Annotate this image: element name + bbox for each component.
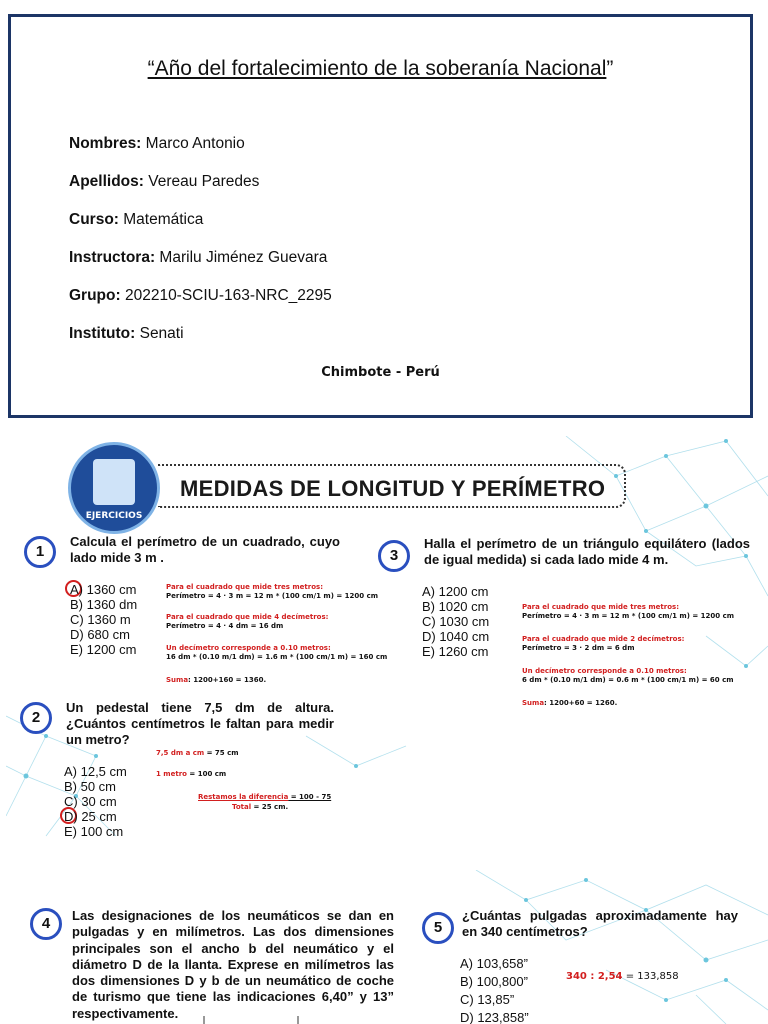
question-2-text: Un pedestal tiene 7,5 dm de altura. ¿Cuántos centímetros le faltan para medir un metro? xyxy=(66,700,334,747)
field-nombres: Nombres: Marco Antonio xyxy=(69,135,245,152)
question-5-text: ¿Cuántas pulgadas aproximadamente hay en 340 centímetros? xyxy=(462,908,738,939)
field-curso: Curso: Matemática xyxy=(69,211,204,228)
q1-note-3: Un decímetro corresponde a 0.10 metros: 16 dm * (0.10 m/1 dm) = 1.6 m * (100 cm/1 m) = 160 cm xyxy=(166,644,388,661)
q3-note-3: Un decímetro corresponde a 0.10 metros: 6 dm * (0.10 m/1 dm) = 0.6 m * (100 cm/1 m) = 60 cm xyxy=(522,667,734,684)
question-number-1: 1 xyxy=(24,536,56,568)
q5-option-a: A) 103,658” xyxy=(460,956,528,971)
field-apellidos: Apellidos: Vereau Paredes xyxy=(69,173,260,190)
cover-page xyxy=(8,14,753,418)
q5-answer: 340 : 2,54 = 133,858 xyxy=(566,971,679,982)
field-grupo: Grupo: 202210-SCIU-163-NRC_2295 xyxy=(69,287,332,304)
q2-option-d: D) 25 cm xyxy=(64,809,117,824)
exercise-sheet xyxy=(6,436,768,856)
q2-option-e: E) 100 cm xyxy=(64,824,124,839)
q3-sum: Suma: 1200+60 = 1260. xyxy=(522,699,618,707)
q1-option-a: A) 1360 cm xyxy=(70,582,137,597)
q3-option-b: B) 1020 cm xyxy=(422,599,489,614)
question-number-5: 5 xyxy=(422,912,454,944)
q2-note-d: Total = 25 cm. xyxy=(232,803,289,811)
q1-sum: Suma: 1200+160 = 1360. xyxy=(166,676,267,684)
q1-option-e: E) 1200 cm xyxy=(70,642,137,657)
q1-option-c: C) 1360 m xyxy=(70,612,131,627)
tire-diagram xyxy=(202,1014,312,1024)
q3-option-c: C) 1030 cm xyxy=(422,614,490,629)
question-1-text: Calcula el perímetro de un cuadrado, cuyo lado mide 3 m . xyxy=(70,534,340,565)
exercise-sheet-2 xyxy=(6,870,768,1024)
field-instituto: Instituto: Senati xyxy=(69,325,184,342)
q2-option-a: A) 12,5 cm xyxy=(64,764,127,779)
clipboard-icon xyxy=(93,459,135,505)
q1-note-2: Para el cuadrado que mide 4 decímetros: Perímetro = 4 · 4 dm = 16 dm xyxy=(166,613,329,630)
q2-option-c: C) 30 cm xyxy=(64,794,117,809)
q2-note-b: 1 metro = 100 cm xyxy=(156,770,227,778)
question-3-text: Halla el perímetro de un triángulo equilátero (lados de igual medida) si cada lado mide 4 m. xyxy=(424,536,750,567)
q2-option-b: B) 50 cm xyxy=(64,779,117,794)
question-4-text: Las designaciones de los neumáticos se dan en pulgadas y en milímetros. Las dos dimensiones principales son el ancho b del neumático y el diámetro D de la llanta. Exprese en milímetros las dos dimensiones D y b de un neumático de coche de turismo que tiene las indicaciones 6,40” y 13” respectivamente. xyxy=(72,908,394,1021)
q2-note-a: 7,5 dm a cm = 75 cm xyxy=(156,749,239,757)
q3-option-d: D) 1040 cm xyxy=(422,629,490,644)
q3-note-1: Para el cuadrado que mide tres metros: Perímetro = 4 · 3 m = 12 m * (100 cm/1 m) = 1200 cm xyxy=(522,603,735,620)
cover-title: “Año del fortalecimiento de la soberanía Nacional” xyxy=(147,57,614,80)
q2-note-c: Restamos la diferencia = 100 - 75 xyxy=(198,793,332,801)
q1-option-b: B) 1360 dm xyxy=(70,597,138,612)
q1-note-1: Para el cuadrado que mide tres metros: Perímetro = 4 · 3 m = 12 m * (100 cm/1 m) = 1200 cm xyxy=(166,583,379,600)
q5-option-c: C) 13,85” xyxy=(460,992,515,1007)
question-number-4: 4 xyxy=(30,908,62,940)
sheet-title: MEDIDAS DE LONGITUD Y PERÍMETRO xyxy=(180,476,606,501)
question-number-3: 3 xyxy=(378,540,410,572)
q5-option-d: D) 123,858” xyxy=(460,1010,529,1024)
cover-place: Chimbote - Perú xyxy=(321,365,440,380)
q1-option-d: D) 680 cm xyxy=(70,627,130,642)
q3-option-a: A) 1200 cm xyxy=(422,584,489,599)
exercises-badge: EJERCICIOS xyxy=(68,442,160,534)
q5-option-b: B) 100,800” xyxy=(460,974,528,989)
q3-note-2: Para el cuadrado que mide 2 decímetros: Perímetro = 3 · 2 dm = 6 dm xyxy=(522,635,685,652)
field-instructora: Instructora: Marilu Jiménez Guevara xyxy=(69,249,328,266)
q3-option-e: E) 1260 cm xyxy=(422,644,489,659)
question-number-2: 2 xyxy=(20,702,52,734)
